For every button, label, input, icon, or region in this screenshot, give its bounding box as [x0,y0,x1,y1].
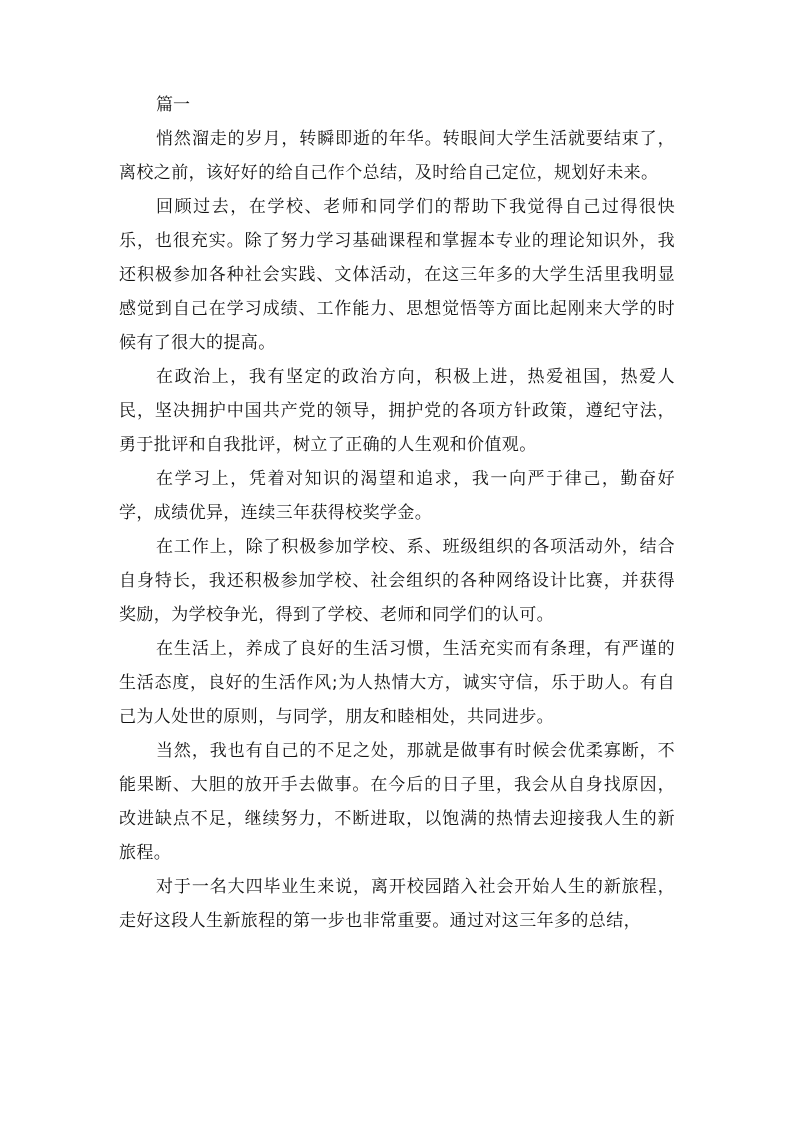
paragraph-life: 在生活上，养成了良好的生活习惯，生活充实而有条理，有严谨的生活态度，良好的生活作风;为人热情大方，诚实守信，乐于助人。有自己为人处世的原则，与同学，朋友和睦相处，共同进步。 [119,639,675,727]
paragraph-politics: 在政治上，我有坚定的政治方向，积极上进，热爱祖国，热爱人民，坚决拥护中国共产党的领导，拥护党的各项方针政策，遵纪守法，勇于批评和自我批评，树立了正确的人生观和价值观。 [119,367,675,455]
paragraph-review: 回顾过去，在学校、老师和同学们的帮助下我觉得自己过得很快乐，也很充实。除了努力学习基础课程和掌握本专业的理论知识外，我还积极参加各种社会实践、文体活动，在这三年多的大学生活里我明显感觉到自己在学习成绩、工作能力、思想觉悟等方面比起刚来大学的时候有了很大的提高。 [119,197,675,353]
document-body [119,88,675,938]
paragraph-graduation: 对于一名大四毕业生来说，离开校园踏入社会开始人生的新旅程，走好这段人生新旅程的第一步也非常重要。通过对这三年多的总结， [119,877,675,931]
paragraph-study: 在学习上，凭着对知识的渴望和追求，我一向严于律己，勤奋好学，成绩优异，连续三年获得校奖学金。 [119,469,675,523]
section-title: 篇一 [156,95,190,115]
paragraph-intro: 悄然溜走的岁月，转瞬即逝的年华。转眼间大学生活就要结束了，离校之前，该好好的给自己作个总结，及时给自己定位，规划好未来。 [119,129,675,183]
paragraph-work: 在工作上，除了积极参加学校、系、班级组织的各项活动外，结合自身特长，我还积极参加学校、社会组织的各种网络设计比赛，并获得奖励，为学校争光，得到了学校、老师和同学们的认可。 [119,537,675,625]
paragraph-shortcomings: 当然，我也有自己的不足之处，那就是做事有时候会优柔寡断，不能果断、大胆的放开手去做事。在今后的日子里，我会从自身找原因，改进缺点不足，继续努力，不断进取，以饱满的热情去迎接我人生的新旅程。 [119,741,675,863]
